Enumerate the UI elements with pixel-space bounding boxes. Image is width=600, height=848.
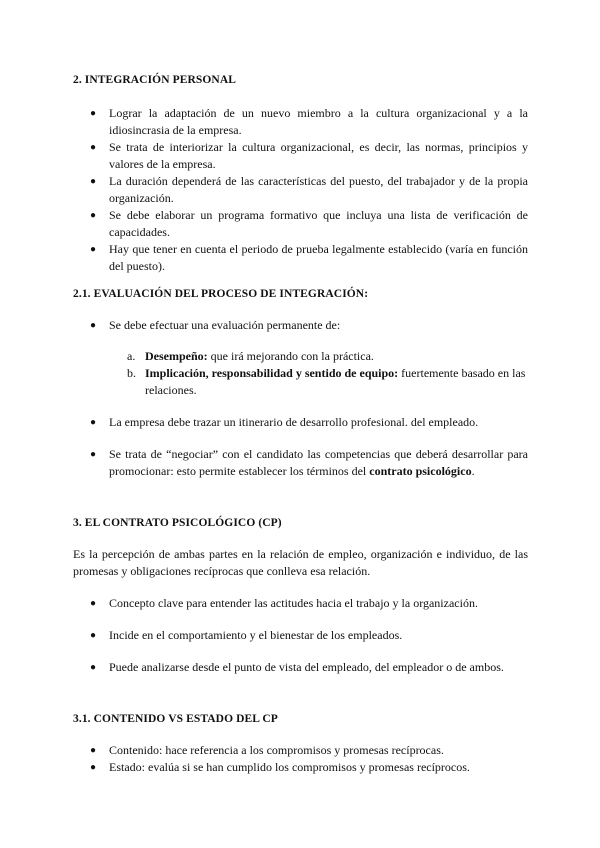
heading-contenido-vs-estado: 3.1. CONTENIDO VS ESTADO DEL CP (73, 713, 278, 725)
list-item: ● Contenido: hace referencia a los compromisos y promesas recíprocas. (90, 743, 444, 757)
evaluacion-bullet-3 (73, 446, 528, 480)
list-item: ● Estado: evalúa si se han cumplido los compromisos y promesas recíprocos. (90, 760, 470, 774)
list-item: ● Se trata de “negociar” con el candidato las competencias que deberá desarrollar para promocionar: esto permite establecer los términos del contrato psicológico. (90, 447, 528, 478)
contrato-definition-paragraph: Es la percepción de ambas partes en la relación de empleo, organización e individuo, de las promesas y obligaciones recíprocas que conlleva esa relación. (73, 547, 528, 578)
contrato-psicologico-term: contrato psicológico (369, 464, 472, 478)
bullet-icon: ● (90, 630, 97, 641)
contrato-bullet-3 (73, 659, 528, 676)
list-item: ● Se debe elaborar un programa formativo que incluya una lista de verificación de capacidades. (90, 208, 528, 239)
bullet-icon: ● (90, 142, 97, 153)
list-item: ● La empresa debe trazar un itinerario de desarrollo profesional. del empleado. (90, 415, 479, 429)
bullet-icon: ● (90, 417, 97, 428)
bullet-icon: ● (90, 320, 97, 331)
bullet-icon: ● (90, 662, 97, 673)
contrato-bullet-1 (73, 595, 528, 612)
heading-evaluacion-proceso: 2.1. EVALUACIÓN DEL PROCESO DE INTEGRACIÓN: (73, 288, 369, 300)
list-item: ● Concepto clave para entender las actitudes hacia el trabajo y la organización. (90, 596, 478, 610)
list-item: ● La duración dependerá de las características del puesto, del trabajador y de la propia organización. (90, 174, 528, 205)
integracion-bullet-list (73, 105, 528, 275)
bullet-icon: ● (90, 598, 97, 609)
list-item: ● Incide en el comportamiento y el bienestar de los empleados. (90, 628, 403, 642)
heading-contrato-psicologico: 3. EL CONTRATO PSICOLÓGICO (CP) (73, 517, 282, 529)
bullet-icon: ● (90, 762, 97, 773)
list-item: ● Lograr la adaptación de un nuevo miembro a la cultura organizacional y a la idiosincrasia de la empresa. (90, 106, 528, 137)
contrato-bullet-2 (73, 627, 528, 644)
bullet-icon: ● (90, 210, 97, 221)
sublist-item: a. Desempeño: que irá mejorando con la práctica. (127, 349, 374, 363)
evaluacion-bullet-2 (73, 414, 528, 431)
list-item: ● Se trata de interiorizar la cultura organizacional, es decir, las normas, principios y valores de la empresa. (90, 140, 528, 171)
bullet-icon: ● (90, 176, 97, 187)
bullet-icon: ● (90, 449, 97, 460)
list-item: ● Puede analizarse desde el punto de vista del empleado, del empleador o de ambos. (90, 660, 504, 674)
bullet-icon: ● (90, 108, 97, 119)
list-item: ● Hay que tener en cuenta el periodo de prueba legalmente establecido (varía en función del puesto). (90, 242, 528, 273)
sublist-item: b. Implicación, responsabilidad y sentido de equipo: fuertemente basado en las relaciones. (127, 366, 526, 397)
bullet-icon: ● (90, 745, 97, 756)
bullet-icon: ● (90, 244, 97, 255)
evaluacion-bullet-1 (73, 317, 528, 334)
evaluacion-sublist (127, 348, 528, 399)
heading-integracion-personal: 2. INTEGRACIÓN PERSONAL (73, 74, 237, 86)
list-item: ● Se debe efectuar una evaluación permanente de: (90, 318, 341, 332)
contenido-estado-bullet-list (73, 742, 528, 776)
